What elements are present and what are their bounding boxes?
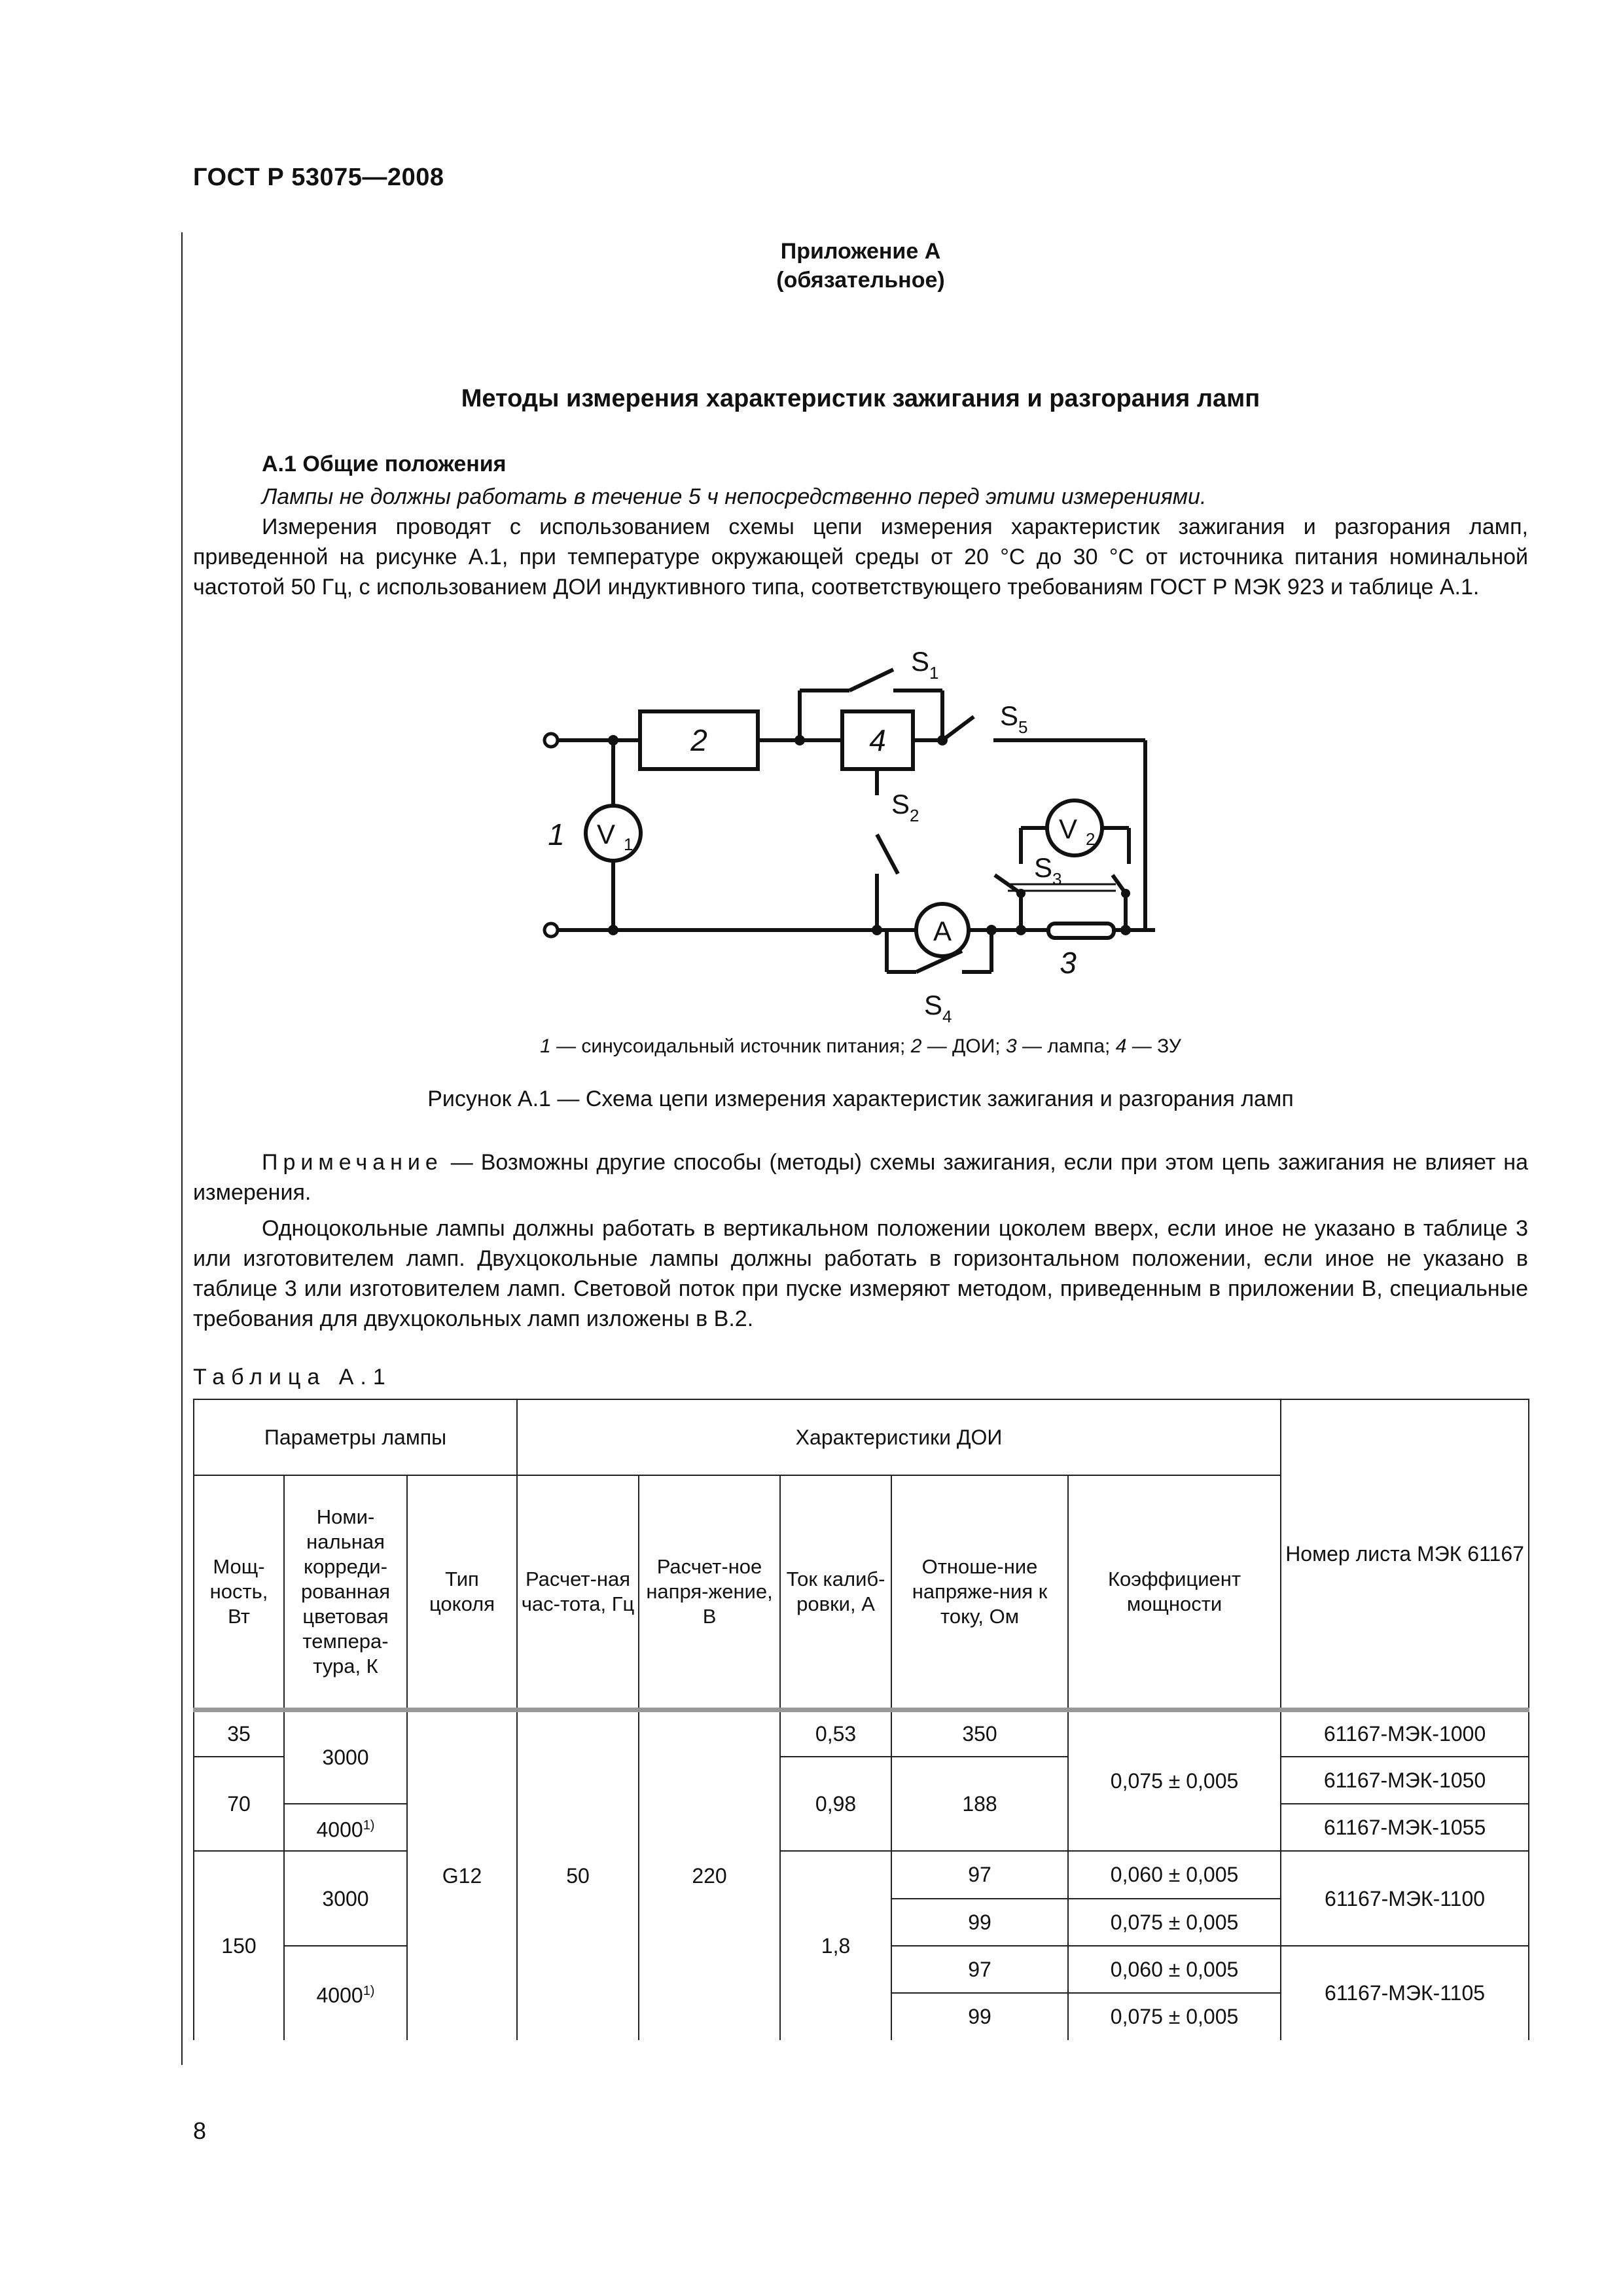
junction-dot: [1016, 889, 1026, 898]
switch-s1-blade: [849, 670, 893, 691]
cell-current: 0,53: [780, 1710, 891, 1757]
v1-subscript: 1: [624, 834, 633, 854]
s4-subscript: 4: [942, 1007, 952, 1024]
s1-subscript: 1: [929, 663, 939, 683]
footnote-mark: 1): [363, 1984, 375, 1999]
margin-rule: [181, 232, 183, 2065]
header-base: Тип цоколя: [407, 1475, 517, 1710]
cell-power: 35: [194, 1710, 284, 1757]
s5-label: S: [1000, 700, 1019, 731]
measurement-paragraph: Измерения проводят с использованием схемы цепи измерения характеристик зажигания и разгорания ламп, приведенной на рисунке А.1, при температуре окружающей среды от 20 °С до 30 °С от источника питания номинальной частотой 50 Гц, с использованием ДОИ индуктивного типа, соответствующего требованиям ГОСТ Р МЭК 923 и таблице А.1.: [193, 514, 1528, 600]
header-cct: Номи-нальная корреди-рованная цветовая темпера-тура, К: [284, 1475, 407, 1710]
junction-dot: [608, 925, 618, 935]
page-number: 8: [193, 2117, 207, 2144]
methods-title: Методы измерения характеристик зажигания и разгорания ламп: [461, 385, 1260, 412]
appendix-status: (обязательное): [776, 268, 945, 293]
table-label: Таблица А.1: [193, 1365, 392, 1390]
legend-num-1: 1: [540, 1035, 551, 1057]
lamp-note-paragraph: Лампы не должны работать в течение 5 ч непосредственно перед этими измерениями.: [262, 484, 1207, 509]
junction-dot: [986, 925, 997, 935]
s2-subscript: 2: [910, 806, 919, 825]
header-sheet-number: Номер листа МЭК 61167: [1281, 1399, 1529, 1710]
terminal-bottom: [544, 924, 558, 937]
s3-label: S: [1034, 852, 1053, 883]
legend-num-2: 2: [910, 1035, 922, 1057]
cell-power-factor: 0,075 ± 0,005: [1068, 1710, 1281, 1851]
cell-ratio: 99: [891, 1993, 1068, 2040]
s1-label: S: [911, 646, 930, 677]
note-label: Примечание: [262, 1150, 443, 1175]
header-ratio: Отноше-ние напряже-ния к току, Ом: [891, 1475, 1068, 1710]
footnote-mark: 1): [363, 1818, 375, 1833]
cct-value: 4000: [316, 1818, 363, 1842]
cell-voltage: 220: [639, 1710, 780, 2040]
s5-subscript: 5: [1018, 717, 1028, 737]
legend-text-2: — ДОИ;: [921, 1035, 1006, 1057]
cell-sheet: 61167-МЭК-1000: [1281, 1710, 1529, 1757]
v1-label: V: [596, 819, 616, 850]
junction-dot: [937, 735, 948, 745]
legend-num-4: 4: [1115, 1035, 1127, 1057]
v2-subscript: 2: [1086, 829, 1096, 849]
junction-dot: [794, 735, 805, 745]
cell-current: 0,98: [780, 1757, 891, 1851]
cell-ratio: 350: [891, 1710, 1068, 1757]
lamp-number: 3: [1060, 946, 1077, 980]
header-power: Мощ-ность, Вт: [194, 1475, 284, 1710]
switch-s2-blade: [877, 834, 898, 874]
terminal-top: [544, 734, 558, 747]
header-lamp-params: Параметры лампы: [194, 1399, 517, 1475]
igniter-number: 4: [869, 723, 886, 757]
table-a1: [193, 1399, 1529, 2040]
figure-legend: [193, 1035, 1528, 1058]
s2-label: S: [891, 789, 910, 819]
v2-label: V: [1058, 814, 1078, 844]
cell-sheet: 61167-МЭК-1050: [1281, 1757, 1529, 1804]
header-power-factor: Коэффициент мощности: [1068, 1475, 1281, 1710]
header-ballast-chars: Характеристики ДОИ: [517, 1399, 1281, 1475]
cell-base: G12: [407, 1710, 517, 2040]
cell-ratio: 99: [891, 1899, 1068, 1946]
cell-cct: [284, 1804, 407, 1851]
cell-cct: [284, 1946, 407, 2040]
lamp-symbol: [1048, 924, 1114, 938]
legend-num-3: 3: [1005, 1035, 1017, 1057]
cell-power-factor: 0,060 ± 0,005: [1068, 1946, 1281, 1993]
note-paragraph: [193, 1147, 1528, 1208]
ballast-number: 2: [690, 723, 707, 757]
circuit-diagram: [524, 638, 1178, 1024]
header-current: Ток калиб-ровки, А: [780, 1475, 891, 1710]
legend-text-1: — синусоидальный источник питания;: [550, 1035, 911, 1057]
s3-subscript: 3: [1052, 869, 1062, 889]
note-text: — Возможны другие способы (методы) схемы зажигания, если при этом цепь зажигания не влияет на измерения.: [193, 1150, 1528, 1205]
junction-dot: [872, 925, 882, 935]
cell-ratio: 188: [891, 1757, 1068, 1851]
cell-power: 70: [194, 1757, 284, 1851]
ammeter-label: A: [933, 916, 952, 946]
header-voltage: Расчет-ное напря-жение, В: [639, 1475, 780, 1710]
figure-caption: Рисунок А.1 — Схема цепи измерения характеристик зажигания и разгорания ламп: [427, 1086, 1294, 1111]
cell-ratio: 97: [891, 1851, 1068, 1898]
legend-text-3: — лампа;: [1016, 1035, 1116, 1057]
cell-cct: 3000: [284, 1851, 407, 1945]
cell-power-factor: 0,075 ± 0,005: [1068, 1993, 1281, 2040]
appendix-title: Приложение А: [780, 239, 941, 264]
junction-dot: [1016, 925, 1026, 935]
source-number: 1: [548, 817, 565, 852]
lamps-paragraph: Одноцокольные лампы должны работать в вертикальном положении цоколем вверх, если иное не указано в таблице 3 или изготовителем ламп. Двухцокольные лампы должны работать в горизонтальном положении, если иное не указано в таблице 3 или изготовителем ламп. Световой поток при пуске измеряют методом, приведенным в приложении В, специальные требования для двухцокольных ламп изложены в В.2.: [193, 1216, 1528, 1331]
cell-cct: 3000: [284, 1710, 407, 1804]
cell-freq: 50: [517, 1710, 639, 2040]
s4-label: S: [924, 990, 943, 1020]
cell-power-factor: 0,075 ± 0,005: [1068, 1899, 1281, 1946]
cell-sheet: 61167-МЭК-1100: [1281, 1851, 1529, 1945]
cell-sheet: 61167-МЭК-1105: [1281, 1946, 1529, 2040]
legend-text-4: — ЗУ: [1126, 1035, 1181, 1057]
cell-sheet: 61167-МЭК-1055: [1281, 1804, 1529, 1851]
cell-power-factor: 0,060 ± 0,005: [1068, 1851, 1281, 1898]
document-header: ГОСТ Р 53075—2008: [193, 164, 444, 191]
cell-current: 1,8: [780, 1851, 891, 2040]
section-heading: А.1 Общие положения: [262, 452, 507, 476]
cct-value: 4000: [316, 1983, 363, 2007]
cell-power: 150: [194, 1851, 284, 2040]
switch-s5-blade: [942, 717, 974, 740]
junction-dot: [1120, 925, 1131, 935]
cell-ratio: 97: [891, 1946, 1068, 1993]
junction-dot: [1121, 889, 1130, 898]
junction-dot: [608, 735, 618, 745]
header-freq: Расчет-ная час-тота, Гц: [517, 1475, 639, 1710]
